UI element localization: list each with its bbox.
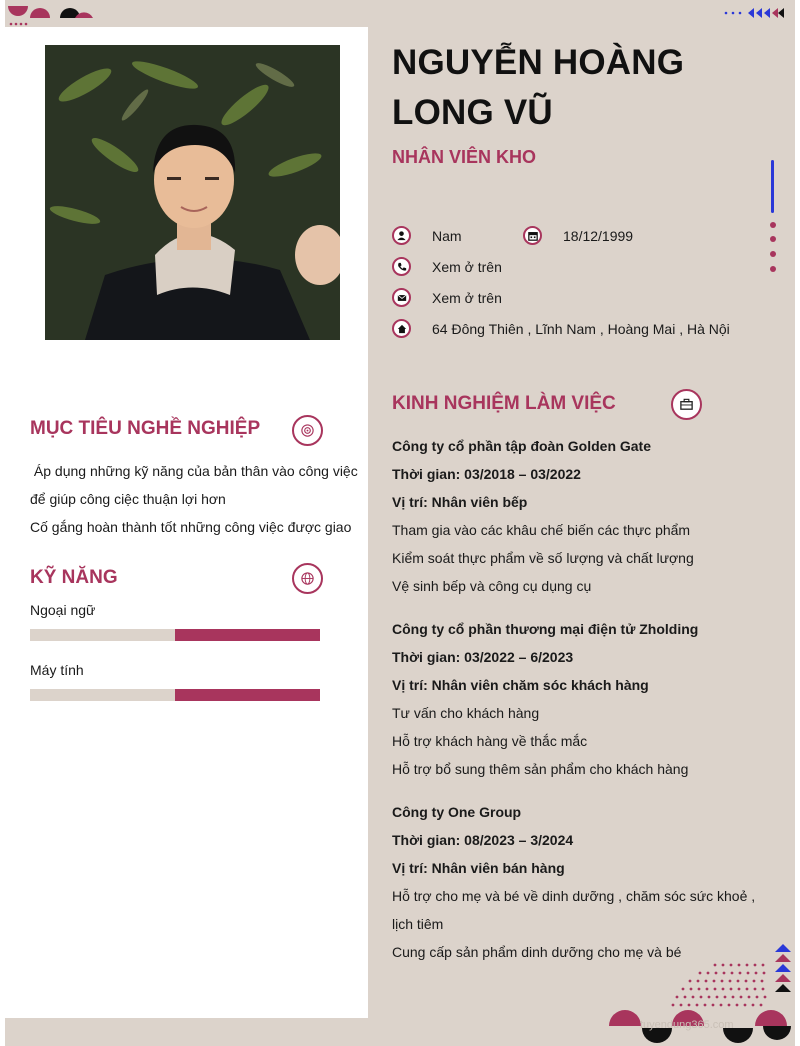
job-duty: Hỗ trợ cho mẹ và bé về dinh dưỡng , chăm sóc sức khoẻ , xyxy=(392,888,756,904)
job-duty: lịch tiêm xyxy=(392,916,444,932)
info-email xyxy=(392,288,502,307)
experience-title: KINH NGHIỆM LÀM VIỆC xyxy=(392,393,616,414)
skill-bar-fill xyxy=(175,629,320,641)
gender-value: Nam xyxy=(432,227,462,244)
accent-dot xyxy=(770,266,776,272)
candidate-name: NGUYỄN HOÀNG LONG VŨ xyxy=(392,43,685,132)
accent-dot xyxy=(770,236,776,242)
job-company: Công ty cổ phần tập đoàn Golden Gate xyxy=(392,438,652,454)
briefcase-icon xyxy=(671,389,702,420)
calendar-icon xyxy=(523,226,542,245)
info-gender xyxy=(392,226,462,245)
top-right-decoration xyxy=(722,6,784,22)
globe-icon xyxy=(292,563,323,594)
birthday-value: 18/12/1999 xyxy=(563,227,634,244)
info-phone xyxy=(392,257,502,276)
skills-title: KỸ NĂNG xyxy=(30,567,118,588)
skill-bar xyxy=(30,689,320,701)
job-period: Thời gian: 03/2022 – 6/2023 xyxy=(392,649,574,665)
objective-line: để giúp công ciệc thuận lợi hơn xyxy=(30,491,226,507)
email-value[interactable]: Xem ở trên xyxy=(432,289,502,306)
job-position: Vị trí: Nhân viên chăm sóc khách hàng xyxy=(392,677,649,693)
job-position: Vị trí: Nhân viên bán hàng xyxy=(392,860,565,876)
info-address xyxy=(392,319,730,338)
job-duty: Cung cấp sản phẩm dinh dưỡng cho mẹ và bé xyxy=(392,944,682,960)
job-duty: Vệ sinh bếp và công cụ dụng cụ xyxy=(392,578,592,594)
profile-photo xyxy=(45,45,340,340)
job-period: Thời gian: 03/2018 – 03/2022 xyxy=(392,466,581,482)
skill-bar-fill xyxy=(175,689,320,701)
objective-line: Áp dụng những kỹ năng của bản thân vào công việc xyxy=(30,463,358,479)
info-birthday xyxy=(523,226,633,245)
watermark: tuyendung365.com xyxy=(640,1019,734,1031)
job-company: Công ty One Group xyxy=(392,804,522,820)
job-position: Vị trí: Nhân viên bếp xyxy=(392,494,528,510)
accent-line xyxy=(771,160,774,213)
skill-bar xyxy=(30,629,320,641)
skill-label: Máy tính xyxy=(30,662,84,678)
job-duty: Kiểm soát thực phẩm về số lượng và chất lượng xyxy=(392,550,694,566)
phone-value[interactable]: Xem ở trên xyxy=(432,258,502,275)
person-icon xyxy=(392,226,411,245)
job-company: Công ty cổ phần thương mại điện tử Zholding xyxy=(392,621,699,637)
job-duty: Hỗ trợ bổ sung thêm sản phẩm cho khách hàng xyxy=(392,761,689,777)
home-icon xyxy=(392,319,411,338)
objective-title: MỤC TIÊU NGHỀ NGHIỆP xyxy=(30,418,261,439)
mail-icon xyxy=(392,288,411,307)
phone-icon xyxy=(392,257,411,276)
job-period: Thời gian: 08/2023 – 3/2024 xyxy=(392,832,574,848)
objective-line: Cố gắng hoàn thành tốt những công việc được giao xyxy=(30,519,352,535)
job-duty: Tham gia vào các khâu chế biến các thực phẩm xyxy=(392,522,691,538)
address-value: 64 Đông Thiên , Lĩnh Nam , Hoàng Mai , Hà Nội xyxy=(432,320,730,337)
target-icon xyxy=(292,415,323,446)
accent-dot xyxy=(770,251,776,257)
job-title: NHÂN VIÊN KHO xyxy=(392,147,537,167)
accent-dot xyxy=(770,222,776,228)
job-duty: Tư vấn cho khách hàng xyxy=(392,705,540,721)
skill-label: Ngoại ngữ xyxy=(30,602,96,618)
job-duty: Hỗ trợ khách hàng về thắc mắc xyxy=(392,733,588,749)
